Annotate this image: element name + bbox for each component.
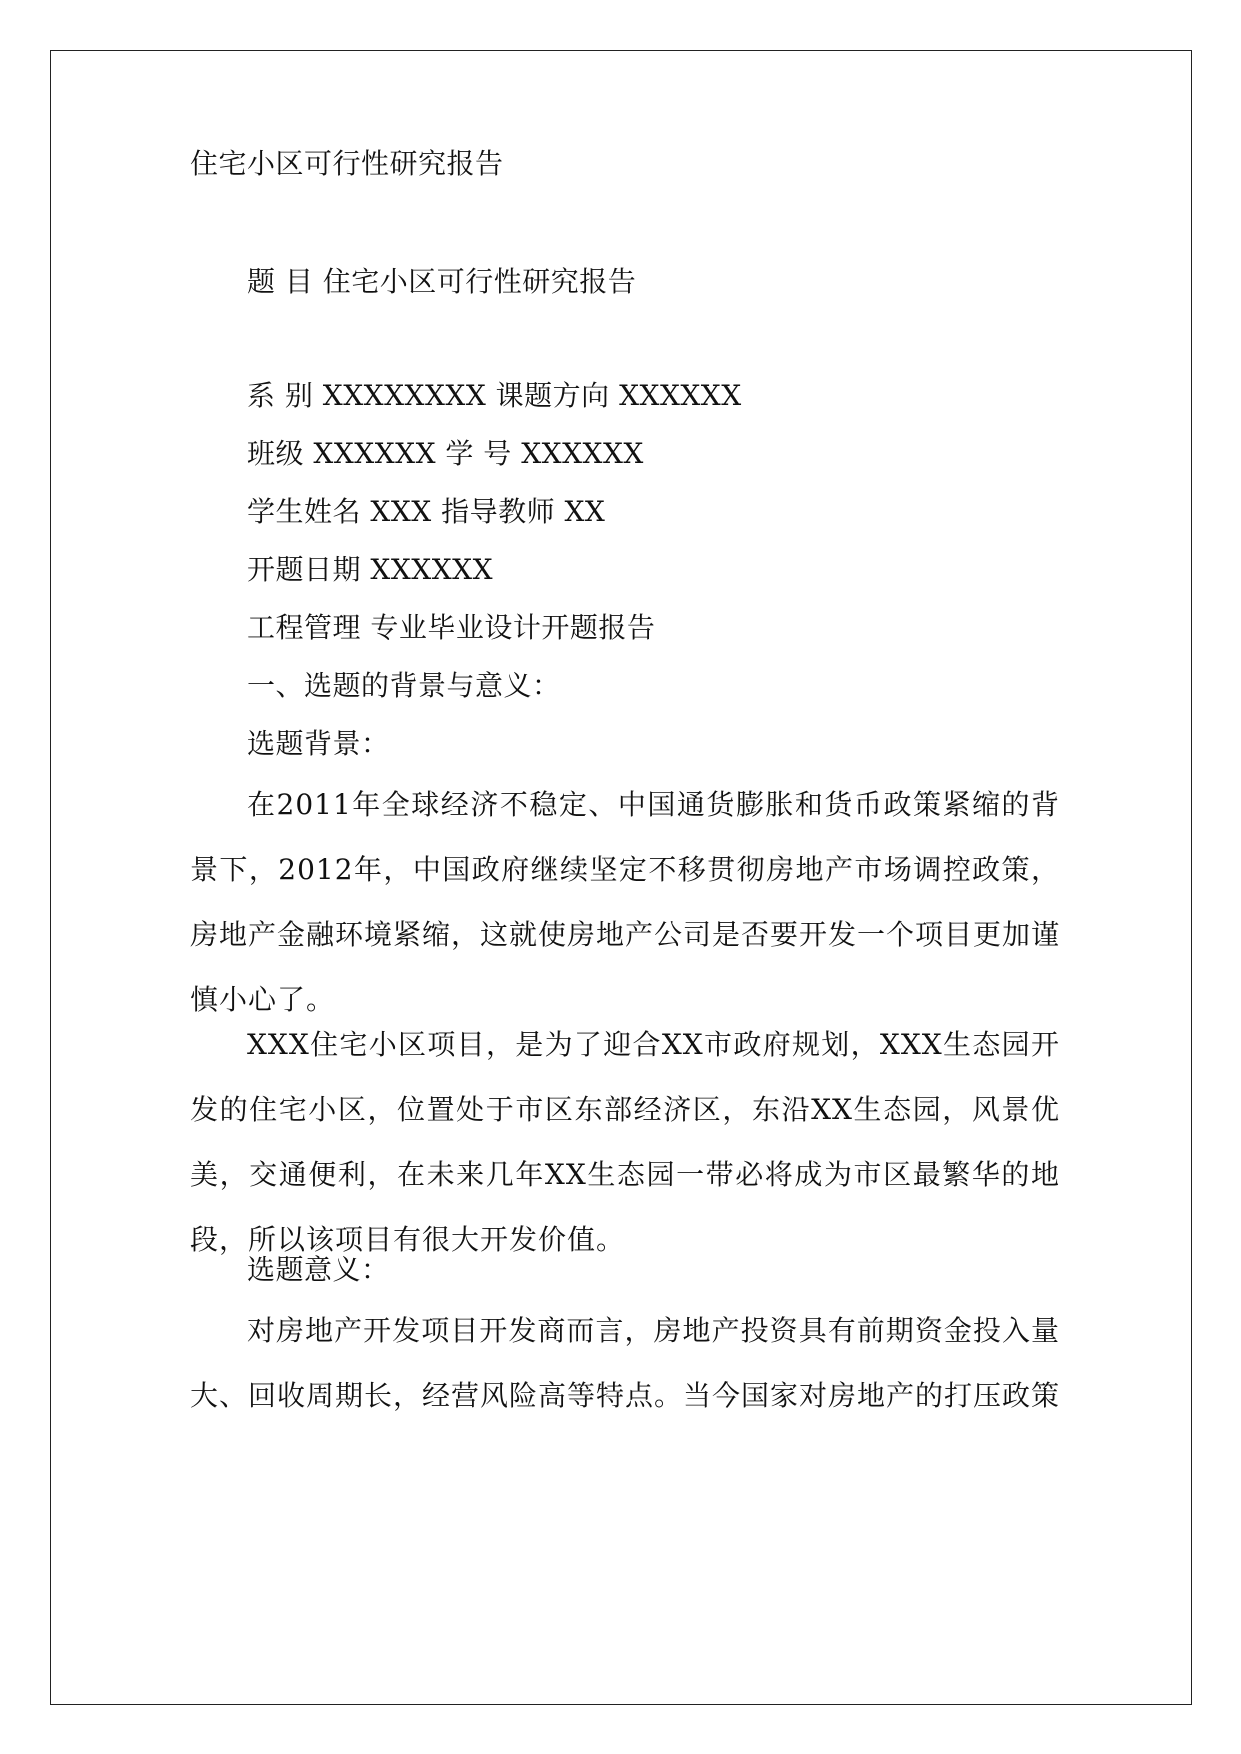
- document-header-title: 住宅小区可行性研究报告: [190, 147, 504, 180]
- significance-heading: 选题意义：: [247, 1253, 390, 1286]
- student-line: 学生姓名 XXX 指导教师 XX: [247, 495, 606, 528]
- section-heading-background-significance: 一、选题的背景与意义：: [247, 669, 561, 702]
- program-line: 工程管理 专业毕业设计开题报告: [247, 611, 656, 644]
- background-paragraph-1: 在2011年全球经济不稳定、中国通货膨胀和货币政策紧缩的背景下，2012年，中国政府继续坚定不移贯彻房地产市场调控政策，房地产金融环境紧缩，这就使房地产公司是否要开发一个项目更加谨慎小心了。: [190, 788, 1061, 1016]
- significance-paragraph-1: 对房地产开发项目开发商而言，房地产投资具有前期资金投入量大、回收周期长，经营风险高等特点。当今国家对房地产的打压政策: [190, 1314, 1061, 1412]
- class-line: 班级 XXXXXX 学 号 XXXXXX: [247, 437, 644, 470]
- department-line: 系 别 XXXXXXXX 课题方向 XXXXXX: [247, 379, 742, 412]
- background-heading: 选题背景：: [247, 727, 390, 760]
- date-line: 开题日期 XXXXXX: [247, 553, 494, 586]
- background-paragraph-2: XXX住宅小区项目，是为了迎合XX市政府规划，XXX生态园开发的住宅小区，位置处于市区东部经济区，东沿XX生态园，风景优美，交通便利，在未来几年XX生态园一带必将成为市区最繁华的地段，所以该项目有很大开发价值。: [190, 1028, 1060, 1256]
- topic-line: 题 目 住宅小区可行性研究报告: [247, 265, 637, 298]
